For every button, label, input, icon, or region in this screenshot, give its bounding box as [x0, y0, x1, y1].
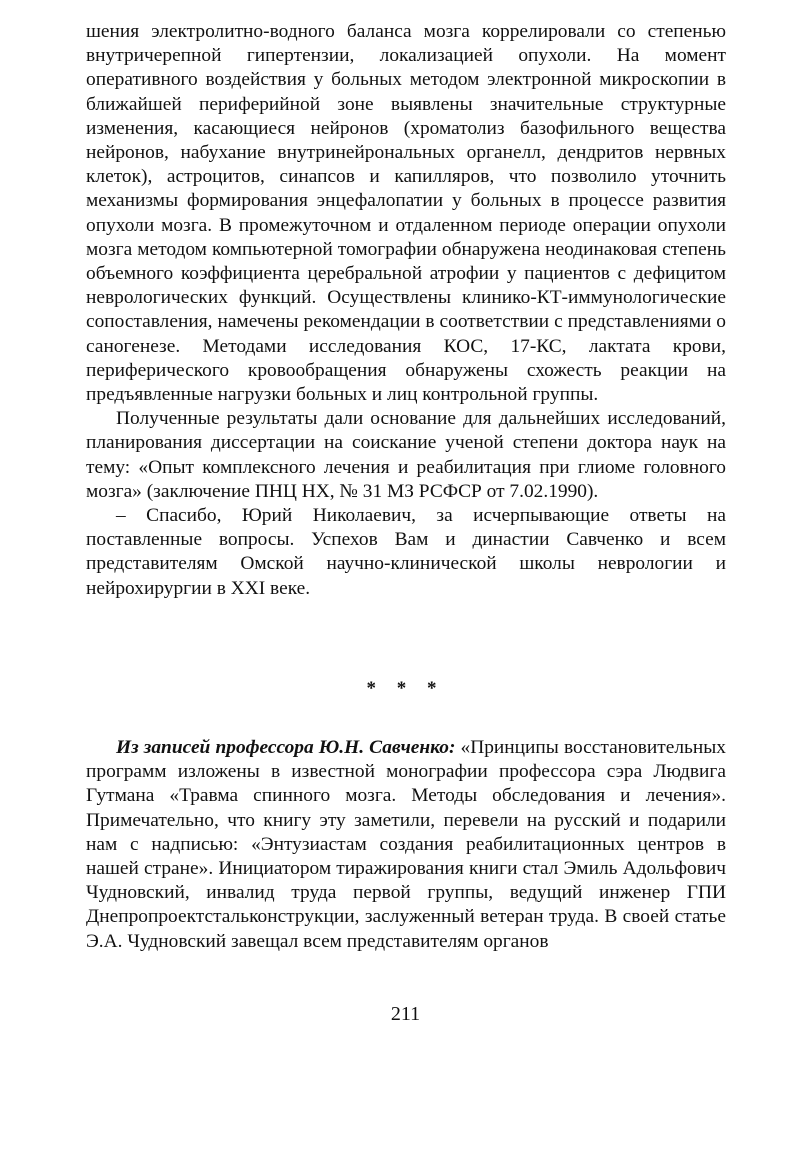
note-heading: Из записей профессора Ю.Н. Савченко: [116, 737, 456, 758]
main-text-block [86, 20, 726, 601]
page-number: 211 [390, 1003, 421, 1025]
notes-text-block [86, 736, 726, 954]
paragraph-notes [86, 736, 726, 954]
paragraph-results: Полученные результаты дали основание для дальнейших исследований, планирования диссертации на соискание ученой степени доктора наук на тему: «Опыт комплексного лечения и реабилитация при глиоме головного мозга» (заключение ПНЦ НХ, № 31 МЗ РСФСР от 7.02.1990). [86, 408, 726, 502]
paragraph-continued: шения электролитно-водного баланса мозга коррелировали со степенью внутричерепной гипертензии, локализацией опухоли. На момент оперативного воздействия у больных методом электронной микроскопии в ближайшей периферийной зоне выявлены значительные структурные изменения, касающиеся нейронов (хроматолиз базофильного вещества нейронов, набухание внутринейрональных органелл, дендритов нервных клеток), астроцитов, синапсов и капилляров, что позволило уточнить механизмы формирования энцефалопатии у больных в процессе развития опухоли мозга. В промежуточном и отдаленном периоде операции опухоли мозга методом компьютерной томографии обнаружена неодинаковая степень объемного коэффициента церебральной атрофии у пациентов с дефицитом неврологических функций. Осуществлены клинико-КТ-иммунологические сопоставления, намечены рекомендации в соответствии с представлениями о саногенезе. Методами исследования КОС, 17-КС, лактата крови, периферического кровообращения обнаружены схожесть реакции на предъявленные нагрузки больных и лиц контрольной группы. [86, 21, 726, 406]
note-body: «Принципы восстановительных программ изложены в известной монографии профессора сэра Людвига Гутмана «Травма спинного мозга. Методы обследования и лечения». Примечательно, что книгу эту заметили, перевели на русский и подарили нам с надписью: «Энтузиастам создания реабилитационных центров в нашей стране». Инициатором тиражирования книги стал Эмиль Адольфович Чудновский, инвалид труда первой группы, ведущий инженер ГПИ Днепропроектстальконструкции, заслуженный ветеран труда. В своей статье Э.А. Чудновский завещал всем представителям органов [86, 737, 726, 952]
paragraph-thanks: – Спасибо, Юрий Николаевич, за исчерпывающие ответы на поставленные вопросы. Успехов Вам и династии Савченко и всем представителям Омской научно-клинической школы неврологии и нейрохирургии в XXI веке. [86, 505, 726, 599]
section-separator: * * * [366, 678, 445, 699]
